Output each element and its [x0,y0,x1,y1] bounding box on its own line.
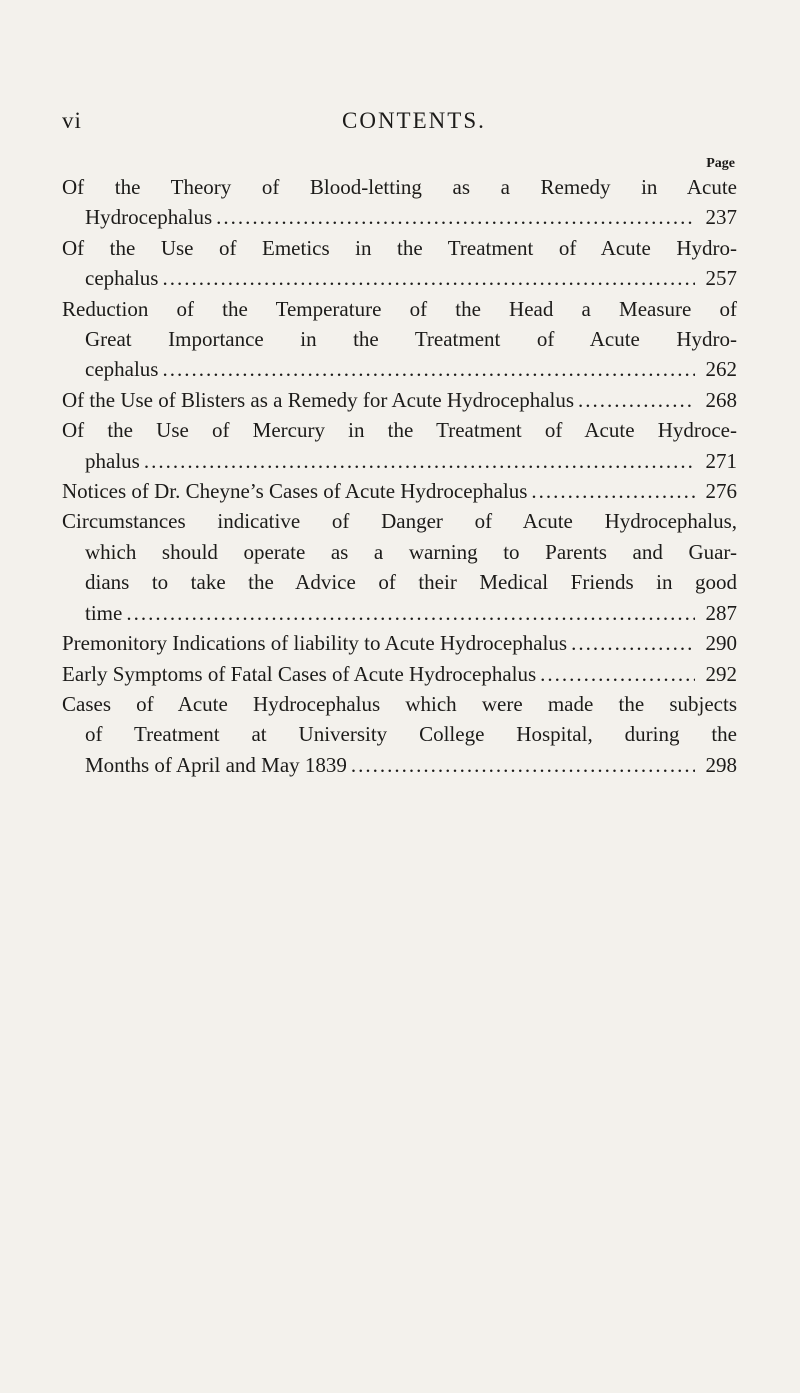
toc-entry-page-number: 237 [705,205,737,230]
dot-leader [216,202,695,232]
toc-entry-title-end: Months of April and May 1839 [85,752,347,777]
toc-entry-line: Of the Theory of Blood-letting as a Remedy in Acute [62,175,737,199]
dot-leader [126,598,695,628]
dot-leader [144,446,695,476]
toc-entry-title-end: Early Symptoms of Fatal Cases of Acute Hydrocephalus [62,661,537,686]
table-of-contents [62,172,737,780]
running-title: CONTENTS. [342,108,486,133]
dot-leader [162,263,695,293]
page-folio: vi [62,108,82,133]
toc-entry-page-number: 268 [705,387,737,412]
toc-entry-last-line [62,750,737,780]
toc-entry-line: of Treatment at University College Hospital, during the [85,722,737,747]
toc-entry [62,506,737,628]
toc-entry-last-line [62,598,737,628]
toc-entry-page-number: 262 [705,357,737,382]
toc-entry-page-number: 290 [705,631,737,656]
toc-entry-last-line [62,628,737,658]
toc-entry-line: Circumstances indicative of Danger of Acute Hydrocephalus, [62,509,737,534]
toc-entry-page-number: 257 [705,266,737,291]
toc-entry-last-line [62,659,737,689]
toc-entry-line: which should operate as a warning to Parents and Guar- [85,539,737,564]
toc-entry [62,172,737,233]
toc-entry-last-line [62,263,737,293]
toc-entry-line: Of the Use of Emetics in the Treatment of Acute Hydro- [62,235,737,260]
toc-entry-title-end: Premonitory Indications of liability to Acute Hydrocephalus [62,631,568,656]
page [62,108,737,780]
toc-entry-line: Great Importance in the Treatment of Acute Hydro- [85,327,737,352]
toc-entry-title-end: Of the Use of Blisters as a Remedy for Acute Hydrocephalus [62,387,575,412]
toc-entry-page-number: 292 [705,661,737,686]
toc-entry-page-number: 287 [705,600,737,625]
toc-entry-last-line [62,202,737,232]
toc-entry-line: Of the Use of Mercury in the Treatment of Acute Hydroce- [62,418,737,443]
toc-entry [62,628,737,658]
toc-entry-page-number: 271 [705,448,737,473]
toc-entry-last-line [62,385,737,415]
toc-entry [62,415,737,476]
toc-entry-title-end: time [85,600,123,625]
toc-entry-page-number: 276 [705,479,737,504]
toc-entry-last-line [62,354,737,384]
toc-entry-title-end: Hydrocephalus [85,205,213,230]
toc-entry-last-line [62,446,737,476]
dot-leader [531,476,695,506]
toc-entry-last-line [62,476,737,506]
toc-entry [62,294,737,385]
page-header [62,108,737,138]
dot-leader [162,354,695,384]
toc-entry-title-end: cephalus [85,357,159,382]
toc-entry [62,659,737,689]
toc-entry [62,476,737,506]
toc-entry [62,689,737,780]
dot-leader [540,659,695,689]
dot-leader [351,750,695,780]
toc-entry-title-end: Notices of Dr. Cheyne’s Cases of Acute Hydrocephalus [62,479,528,504]
toc-entry-page-number: 298 [705,752,737,777]
page-column-label: Page [706,156,735,171]
dot-leader [571,628,695,658]
toc-entry-line: dians to take the Advice of their Medical Friends in good [85,570,737,595]
toc-entry-line: Cases of Acute Hydrocephalus which were made the subjects [62,691,737,716]
toc-entry-title-end: phalus [85,448,140,473]
toc-entry [62,233,737,294]
toc-entry-line: Reduction of the Temperature of the Head a Measure of [62,296,737,321]
toc-entry-title-end: cephalus [85,266,159,291]
dot-leader [578,385,695,415]
toc-entry [62,385,737,415]
